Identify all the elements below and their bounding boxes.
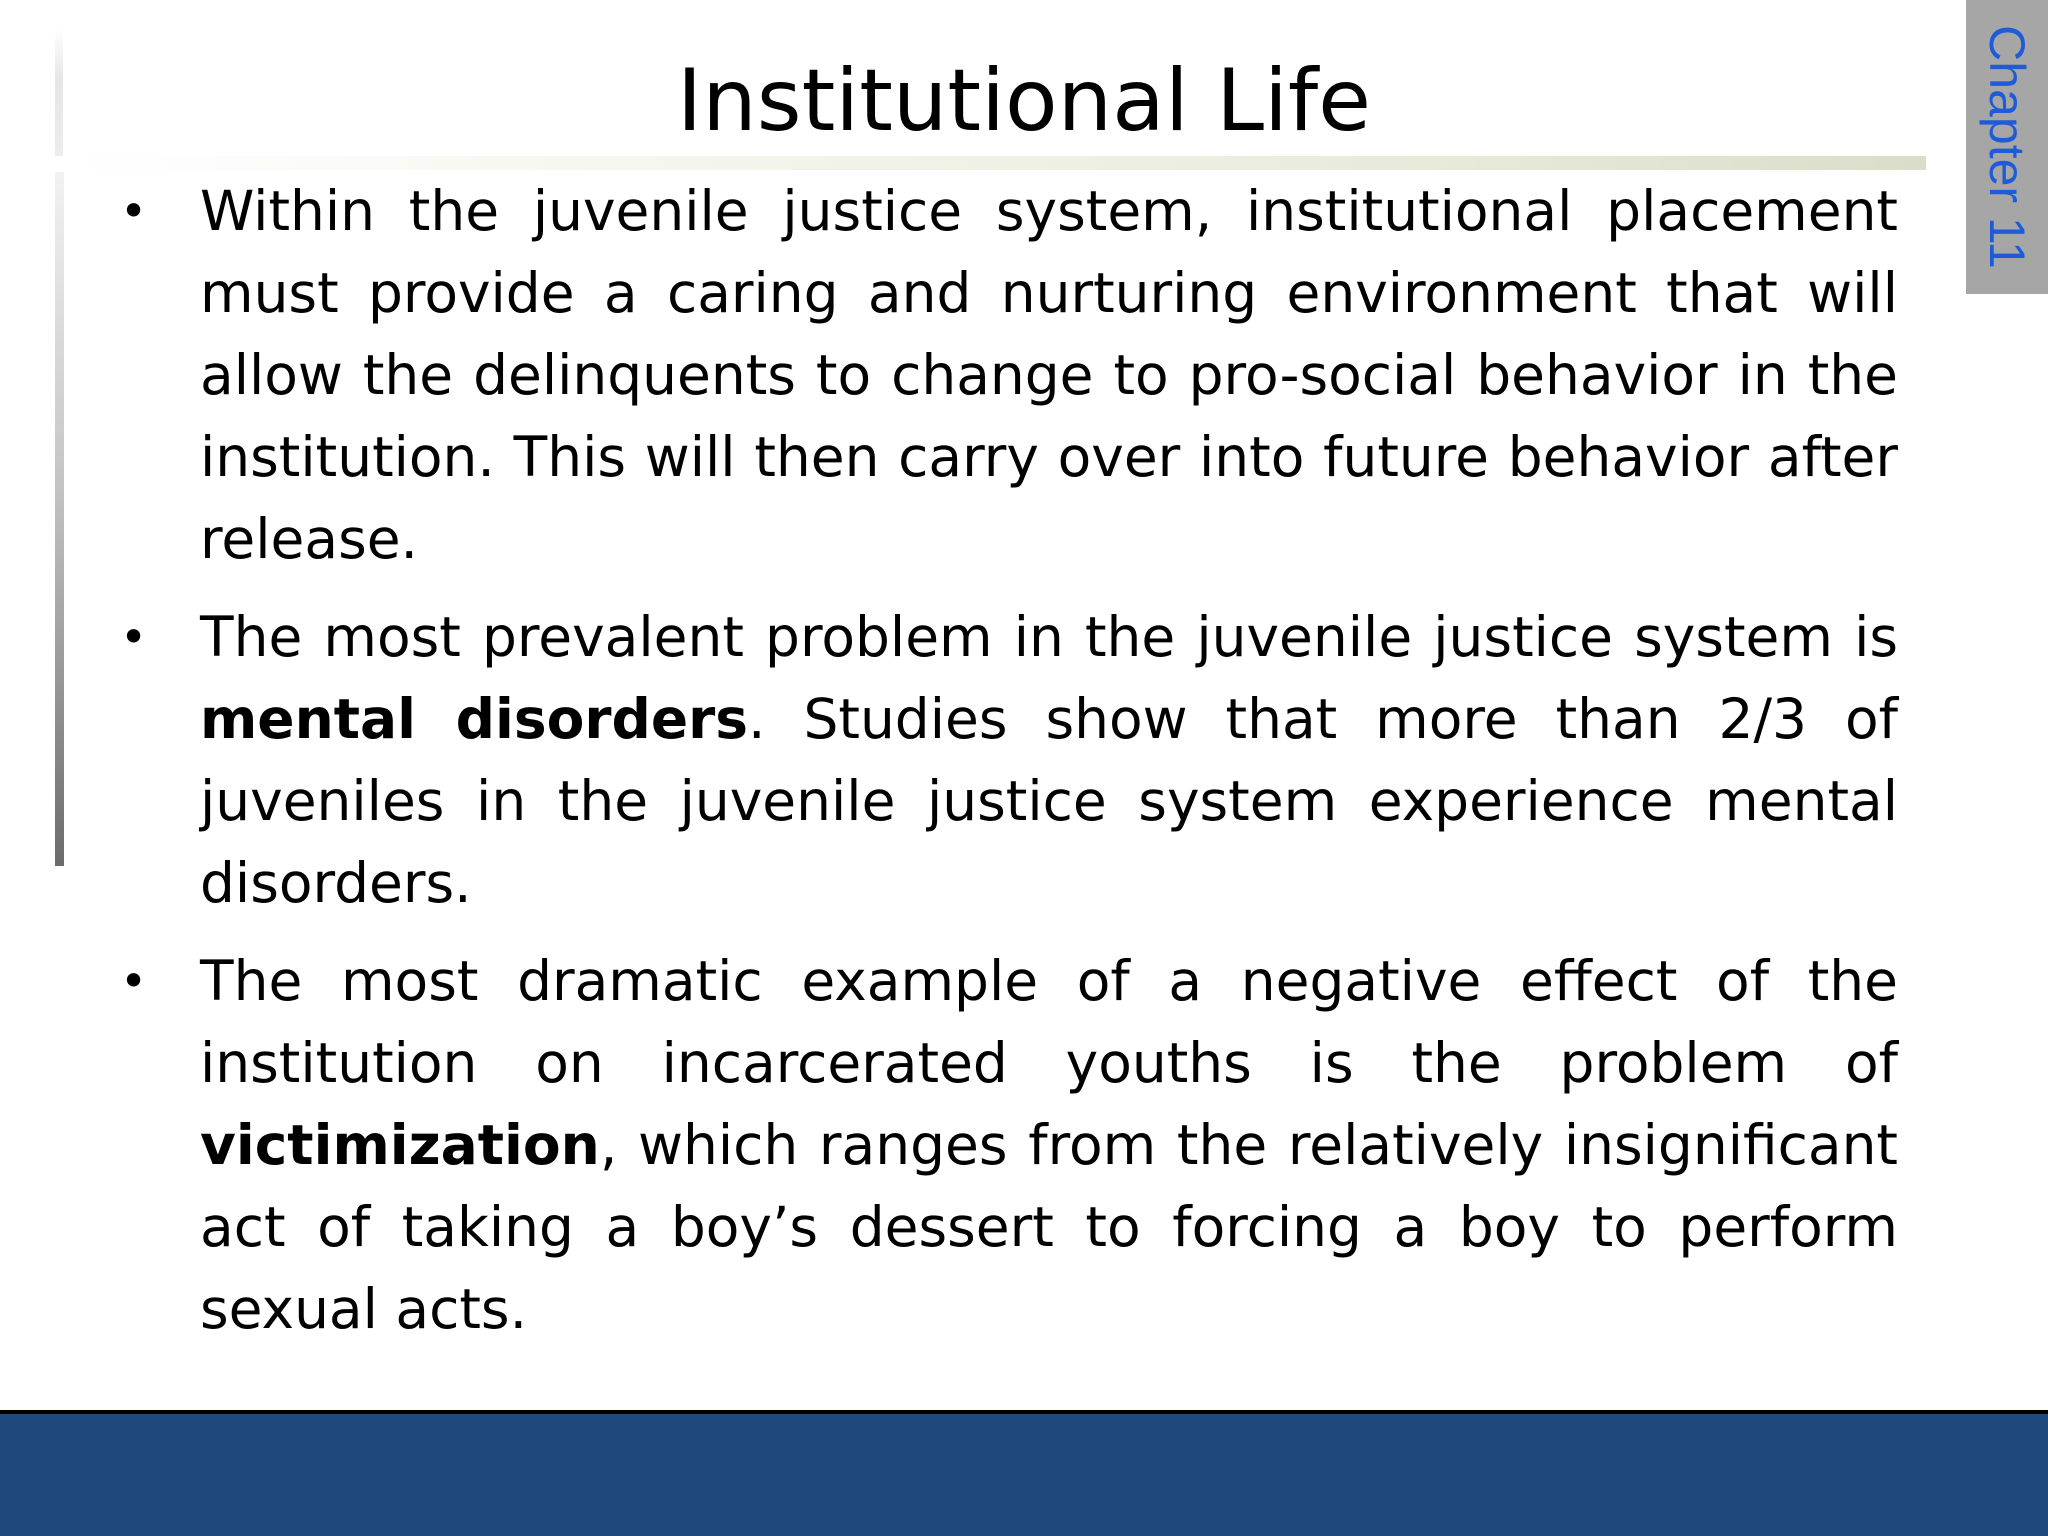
chapter-tab (1966, 0, 2048, 294)
bullet-item-placement (120, 170, 1898, 580)
chapter-label: Chapter 11 (1979, 25, 2035, 269)
bullet-item-mental-disorders (120, 596, 1898, 924)
bullet-dot-icon: • (120, 954, 148, 1008)
bottom-band (0, 1414, 2048, 1536)
bullet-bold-term: victimization (200, 1113, 600, 1177)
bullet-item-victimization (120, 940, 1898, 1350)
bullet-bold-term: mental disorders (200, 687, 749, 751)
bullet-text-lead: The most prevalent problem in the juvenile justice system is (200, 605, 1898, 669)
bullet-list (120, 170, 1898, 1366)
bullet-text-tail: . Studies show that more than 2/3 of juveniles in the juvenile justice system experience mental disorders. (200, 687, 1898, 915)
bullet-dot-icon: • (120, 610, 148, 664)
bullet-text-tail: , which ranges from the relatively insignificant act of taking a boy’s dessert to forcing a boy to perform sexual acts. (200, 1113, 1898, 1341)
bullet-text: Within the juvenile justice system, institutional placement must provide a caring and nurturing environment that will allow the delinquents to change to pro-social behavior in the institution. This will then carry over into future behavior after release. (200, 179, 1898, 571)
title-underline (64, 156, 1926, 170)
left-accent-bar (55, 172, 64, 866)
bullet-dot-icon: • (120, 184, 148, 238)
bullet-text-lead: The most dramatic example of a negative effect of the institution on incarcerated youths is the problem of (200, 949, 1898, 1095)
slide-title: Institutional Life (676, 51, 1372, 151)
